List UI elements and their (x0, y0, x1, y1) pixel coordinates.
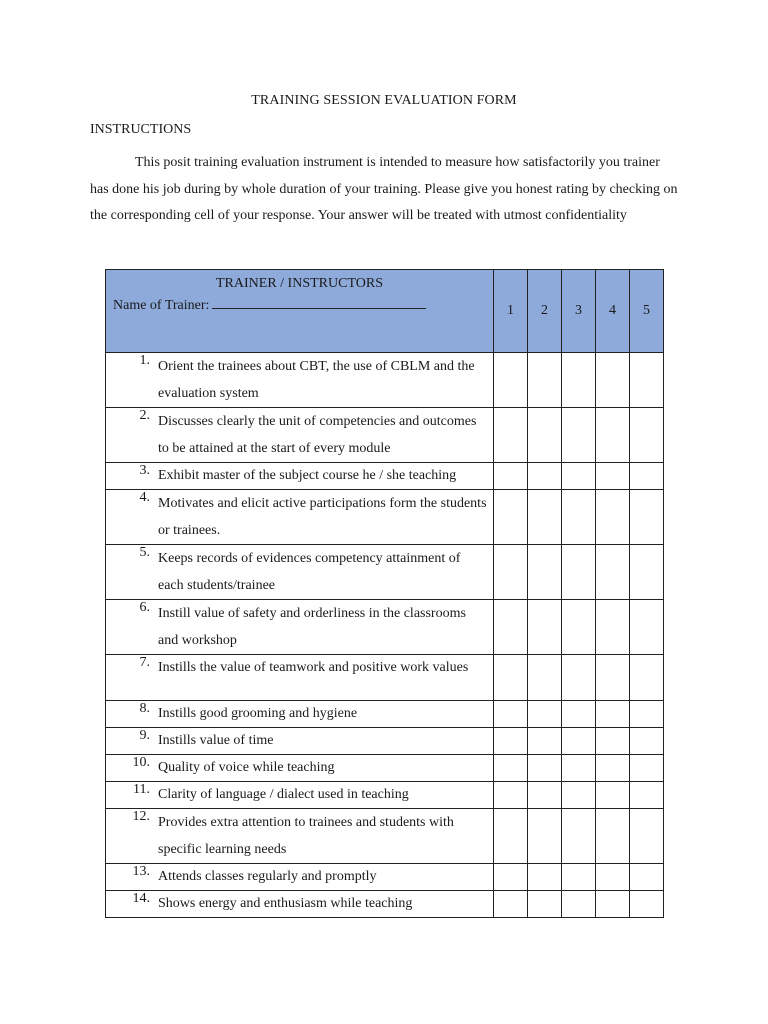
rating-cell-3[interactable] (562, 353, 596, 408)
rating-cell-2[interactable] (528, 755, 562, 782)
rating-cell-3[interactable] (562, 408, 596, 463)
rating-cell-4[interactable] (596, 463, 630, 490)
rating-cell-5[interactable] (630, 600, 664, 655)
criterion-cell (106, 655, 494, 701)
criterion-text: Clarity of language / dialect used in teaching (158, 787, 409, 802)
table-row (106, 600, 664, 655)
rating-cell-3[interactable] (562, 864, 596, 891)
criterion-cell (106, 600, 494, 655)
table-row (106, 728, 664, 755)
rating-cell-1[interactable] (494, 353, 528, 408)
trainer-name-blank[interactable] (212, 296, 426, 309)
criterion-number: 1. (139, 353, 150, 368)
criterion-number: 2. (139, 408, 150, 423)
rating-cell-2[interactable] (528, 701, 562, 728)
rating-cell-4[interactable] (596, 545, 630, 600)
rating-cell-1[interactable] (494, 809, 528, 864)
rating-cell-2[interactable] (528, 864, 562, 891)
rating-cell-3[interactable] (562, 463, 596, 490)
criterion-cell (106, 728, 494, 755)
criterion-text: Instills good grooming and hygiene (158, 706, 358, 721)
rating-cell-2[interactable] (528, 463, 562, 490)
trainer-header-cell (106, 270, 494, 353)
criterion-cell (106, 490, 494, 545)
table-row (106, 755, 664, 782)
rating-cell-4[interactable] (596, 655, 630, 701)
trainer-name-line (113, 296, 493, 314)
rating-header-4: 4 (596, 270, 630, 353)
rating-cell-3[interactable] (562, 600, 596, 655)
criterion-cell (106, 701, 494, 728)
rating-cell-4[interactable] (596, 600, 630, 655)
rating-cell-4[interactable] (596, 755, 630, 782)
rating-cell-2[interactable] (528, 782, 562, 809)
trainer-name-label: Name of Trainer: (113, 298, 210, 313)
rating-cell-1[interactable] (494, 655, 528, 701)
rating-cell-4[interactable] (596, 490, 630, 545)
rating-cell-5[interactable] (630, 408, 664, 463)
rating-cell-2[interactable] (528, 600, 562, 655)
table-row (106, 809, 664, 864)
rating-cell-4[interactable] (596, 782, 630, 809)
rating-cell-5[interactable] (630, 655, 664, 701)
criterion-text: Discusses clearly the unit of competencies and outcomes to be attained at the start of every module (158, 414, 477, 456)
rating-cell-3[interactable] (562, 809, 596, 864)
criterion-text: Provides extra attention to trainees and students with specific learning needs (158, 815, 454, 857)
rating-cell-5[interactable] (630, 545, 664, 600)
rating-cell-5[interactable] (630, 891, 664, 918)
rating-cell-2[interactable] (528, 408, 562, 463)
rating-cell-5[interactable] (630, 782, 664, 809)
rating-cell-1[interactable] (494, 782, 528, 809)
table-row (106, 545, 664, 600)
criterion-text: Quality of voice while teaching (158, 760, 335, 775)
criterion-cell (106, 545, 494, 600)
criterion-cell (106, 463, 494, 490)
rating-header-5: 5 (630, 270, 664, 353)
table-header-row (106, 270, 664, 353)
criterion-text: Motivates and elicit active participations form the students or trainees. (158, 496, 487, 538)
criterion-text: Shows energy and enthusiasm while teaching (158, 896, 413, 911)
rating-cell-5[interactable] (630, 809, 664, 864)
rating-cell-5[interactable] (630, 728, 664, 755)
criterion-cell (106, 353, 494, 408)
criterion-cell (106, 864, 494, 891)
table-row (106, 655, 664, 701)
rating-cell-4[interactable] (596, 809, 630, 864)
criterion-number: 7. (139, 655, 150, 670)
rating-cell-3[interactable] (562, 755, 596, 782)
criterion-cell (106, 782, 494, 809)
rating-cell-5[interactable] (630, 755, 664, 782)
criterion-cell (106, 891, 494, 918)
trainer-header-title: TRAINER / INSTRUCTORS (216, 276, 383, 291)
rating-cell-2[interactable] (528, 809, 562, 864)
criterion-text: Instills value of time (158, 733, 274, 748)
rating-cell-4[interactable] (596, 864, 630, 891)
rating-cell-1[interactable] (494, 600, 528, 655)
rating-header-3: 3 (562, 270, 596, 353)
criterion-text: Instills the value of teamwork and positive work values (158, 660, 469, 675)
rating-cell-1[interactable] (494, 755, 528, 782)
criterion-number: 8. (139, 701, 150, 716)
rating-cell-2[interactable] (528, 490, 562, 545)
criterion-text: Orient the trainees about CBT, the use of CBLM and the evaluation system (158, 359, 475, 401)
rating-cell-1[interactable] (494, 545, 528, 600)
rating-cell-1[interactable] (494, 891, 528, 918)
table-row (106, 408, 664, 463)
criterion-cell (106, 809, 494, 864)
criterion-text: Keeps records of evidences competency attainment of each students/trainee (158, 551, 461, 593)
rating-cell-5[interactable] (630, 463, 664, 490)
criterion-cell (106, 755, 494, 782)
rating-cell-4[interactable] (596, 728, 630, 755)
criterion-number: 12. (132, 809, 150, 824)
criterion-number: 9. (139, 728, 150, 743)
rating-cell-4[interactable] (596, 891, 630, 918)
rating-cell-4[interactable] (596, 353, 630, 408)
criterion-number: 4. (139, 490, 150, 505)
rating-cell-1[interactable] (494, 463, 528, 490)
rating-cell-2[interactable] (528, 545, 562, 600)
instructions-heading: INSTRUCTIONS (90, 122, 192, 137)
rating-cell-2[interactable] (528, 728, 562, 755)
rating-cell-5[interactable] (630, 353, 664, 408)
table-row (106, 701, 664, 728)
criterion-text: Instill value of safety and orderliness in the classrooms and workshop (158, 606, 466, 648)
criterion-number: 6. (139, 600, 150, 615)
criterion-number: 14. (132, 891, 150, 906)
rating-cell-2[interactable] (528, 891, 562, 918)
rating-cell-5[interactable] (630, 701, 664, 728)
instructions-paragraph: This posit training evaluation instrument is intended to measure how satisfactorily you trainer has done his job during by whole duration of your training. Please give you honest rating by checking on the corresponding cell of your response. Your answer will be treated with utmost confidentiality (90, 155, 678, 223)
rating-cell-1[interactable] (494, 408, 528, 463)
rating-cell-1[interactable] (494, 701, 528, 728)
criterion-text: Attends classes regularly and promptly (158, 869, 377, 884)
criterion-number: 13. (132, 864, 150, 879)
rating-cell-4[interactable] (596, 408, 630, 463)
rating-cell-3[interactable] (562, 701, 596, 728)
rating-cell-2[interactable] (528, 353, 562, 408)
rating-cell-1[interactable] (494, 864, 528, 891)
rating-header-2: 2 (528, 270, 562, 353)
criterion-number: 10. (132, 755, 150, 770)
criterion-cell (106, 408, 494, 463)
rating-cell-3[interactable] (562, 782, 596, 809)
table-row (106, 463, 664, 490)
rating-cell-3[interactable] (562, 490, 596, 545)
table-row (106, 353, 664, 408)
rating-cell-3[interactable] (562, 728, 596, 755)
rating-cell-5[interactable] (630, 490, 664, 545)
criterion-number: 3. (139, 463, 150, 478)
rating-cell-3[interactable] (562, 891, 596, 918)
table-row (106, 782, 664, 809)
rating-header-1: 1 (494, 270, 528, 353)
table-row (106, 864, 664, 891)
table-row (106, 490, 664, 545)
criterion-text: Exhibit master of the subject course he / she teaching (158, 468, 457, 483)
rating-cell-1[interactable] (494, 728, 528, 755)
table-row (106, 891, 664, 918)
criterion-number: 5. (139, 545, 150, 560)
rating-cell-5[interactable] (630, 864, 664, 891)
rating-cell-2[interactable] (528, 655, 562, 701)
rating-cell-4[interactable] (596, 701, 630, 728)
rating-cell-1[interactable] (494, 490, 528, 545)
rating-cell-3[interactable] (562, 655, 596, 701)
form-title: TRAINING SESSION EVALUATION FORM (251, 93, 517, 108)
criterion-number: 11. (133, 782, 150, 797)
rating-cell-3[interactable] (562, 545, 596, 600)
evaluation-table (105, 269, 664, 918)
